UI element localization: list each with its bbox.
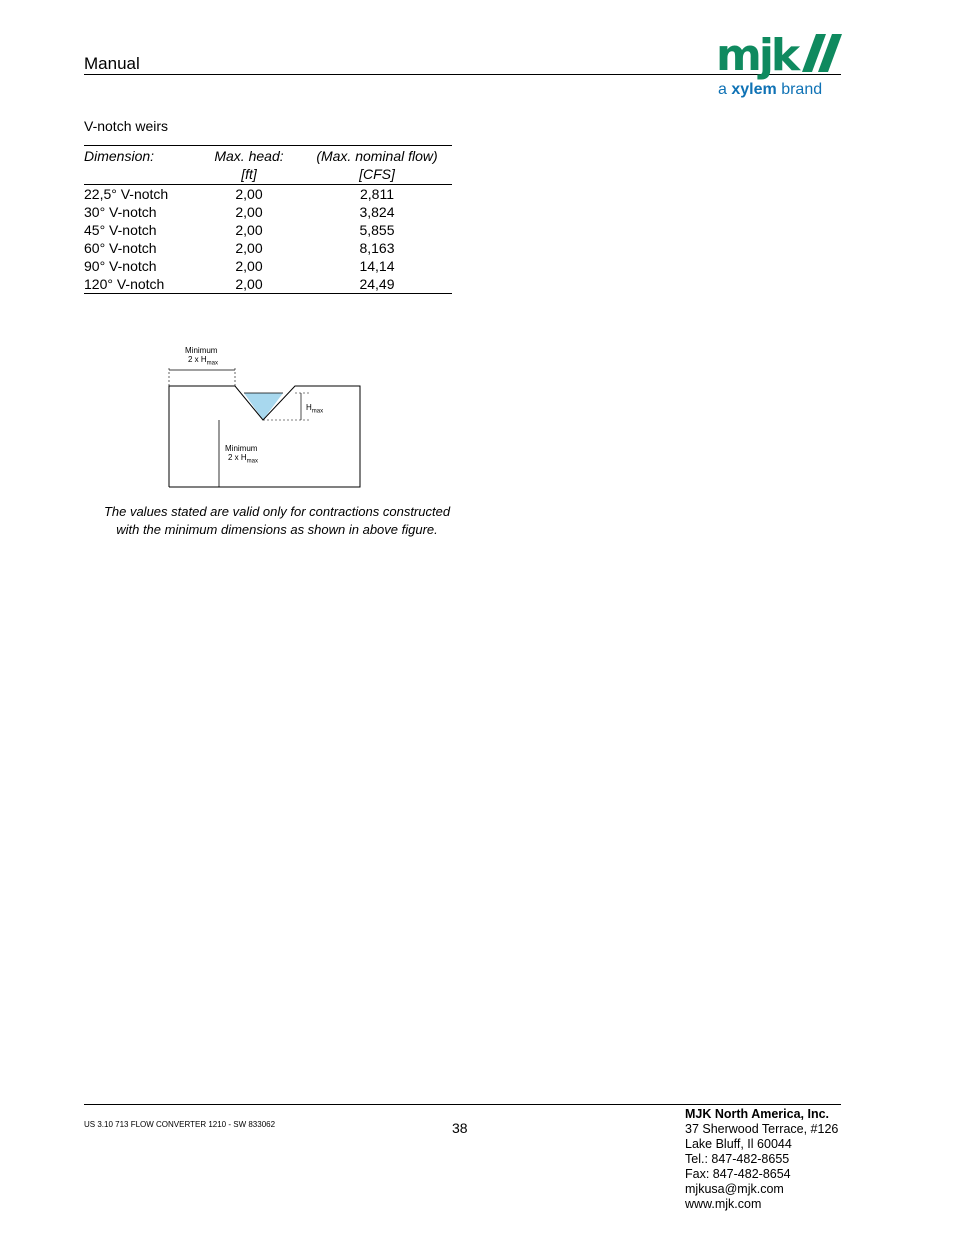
figure-note	[84, 503, 470, 539]
table-row	[84, 185, 452, 203]
company-name: MJK North America, Inc.	[685, 1107, 830, 1121]
mjk-logo	[714, 32, 842, 102]
label-bottom-line1: Minimum	[225, 444, 258, 453]
cell-dimension: 120° V-notch	[84, 276, 165, 292]
vnotch-table	[84, 145, 452, 294]
cell-dimension: 45° V-notch	[84, 222, 157, 238]
address-street: 37 Sherwood Terrace, #126	[685, 1122, 839, 1136]
label-bottom-sub: max	[246, 458, 259, 465]
label-top-sub: max	[206, 360, 219, 367]
table-row	[84, 257, 452, 275]
label-top-minimum	[185, 346, 218, 369]
cell-dimension: 22,5° V-notch	[84, 186, 169, 202]
logo-brand-line	[718, 81, 822, 99]
cell-flow: 3,824	[359, 204, 395, 220]
table-bottom-rule	[84, 293, 452, 294]
address-city: Lake Bluff, Il 60044	[685, 1137, 792, 1151]
contact-fax: Fax: 847-482-8654	[685, 1167, 791, 1181]
label-bottom-minimum	[225, 444, 258, 467]
label-top-line1: Minimum	[185, 346, 218, 355]
header-max-flow: (Max. nominal flow)	[316, 148, 438, 164]
cell-head: 2,00	[235, 240, 263, 256]
header-max-head: Max. head:	[214, 148, 284, 164]
cell-flow: 14,14	[359, 258, 395, 274]
logo-brand-name: xylem	[731, 81, 777, 98]
label-top-line2: 2 x H	[188, 355, 207, 364]
cell-head: 2,00	[235, 258, 263, 274]
document-reference: US 3.10 713 FLOW CONVERTER 1210 - SW 833062	[84, 1120, 276, 1129]
label-h: H	[306, 403, 312, 412]
section-title: V-notch weirs	[84, 118, 169, 134]
cell-flow: 24,49	[359, 276, 395, 292]
cell-head: 2,00	[235, 204, 263, 220]
table-row	[84, 239, 452, 257]
label-bottom-line2: 2 x H	[228, 453, 247, 462]
logo-wordmark: mjk	[716, 30, 798, 81]
vnotch-weir-diagram	[165, 340, 365, 492]
logo-brand-suffix: brand	[781, 81, 823, 98]
cell-flow: 2,811	[360, 186, 394, 202]
logo-brand-prefix: a	[718, 81, 727, 98]
contact-tel: Tel.: 847-482-8655	[685, 1152, 790, 1166]
cell-flow: 5,855	[359, 222, 395, 238]
header-dimension: Dimension:	[84, 148, 155, 164]
footer-divider	[84, 1104, 841, 1105]
cell-dimension: 90° V-notch	[84, 258, 157, 274]
company-address	[685, 1107, 838, 1212]
note-line2: with the minimum dimensions as shown in above figure.	[116, 522, 438, 537]
table-row	[84, 203, 452, 221]
cell-dimension: 60° V-notch	[84, 240, 157, 256]
header-head-unit: [ft]	[241, 166, 257, 182]
contact-email[interactable]: mjkusa@mjk.com	[685, 1182, 784, 1196]
cell-flow: 8,163	[359, 240, 395, 256]
cell-dimension: 30° V-notch	[84, 204, 157, 220]
page-number: 38	[452, 1120, 468, 1136]
label-h-max	[306, 403, 323, 417]
note-line1: The values stated are valid only for contractions constructed	[103, 504, 451, 519]
cell-head: 2,00	[235, 276, 263, 292]
cell-head: 2,00	[235, 222, 263, 238]
label-h-sub: max	[311, 408, 324, 415]
table-row	[84, 275, 452, 293]
logo-slashes-icon	[802, 34, 842, 74]
table-header	[84, 146, 452, 184]
header-flow-unit: [CFS]	[359, 166, 395, 182]
cell-head: 2,00	[235, 186, 263, 202]
contact-web[interactable]: www.mjk.com	[685, 1197, 762, 1211]
page-header-title: Manual	[84, 54, 140, 73]
table-row	[84, 221, 452, 239]
